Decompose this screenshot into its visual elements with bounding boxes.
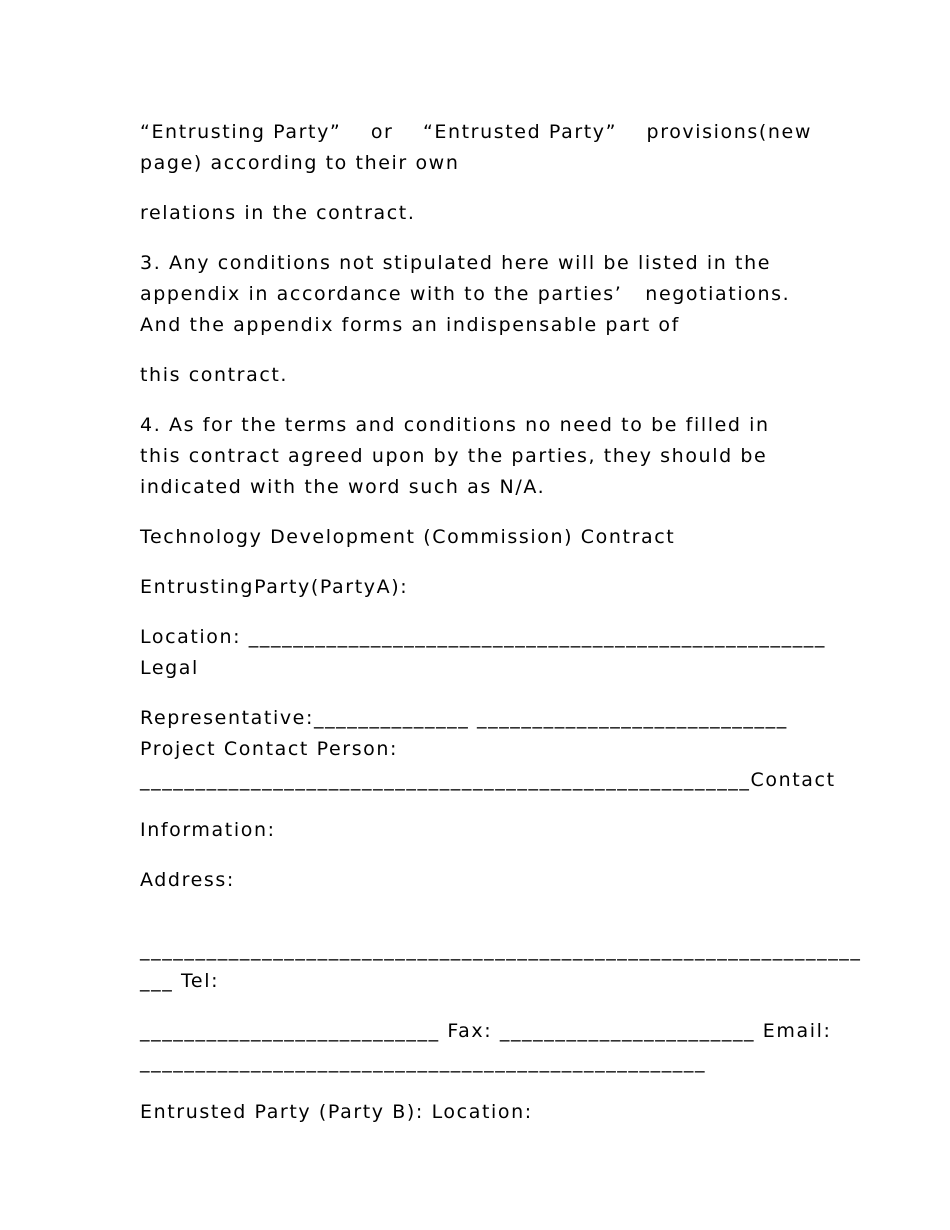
paragraph-line: And the appendix forms an indispensable part of bbox=[140, 314, 680, 336]
text-fragment: “Entrusting Party” bbox=[140, 121, 342, 143]
representative-field bbox=[140, 703, 836, 796]
tel-fax-email-field bbox=[140, 1016, 832, 1078]
paragraph-line: page) according to their own bbox=[140, 152, 460, 174]
paragraph-line: Address: bbox=[140, 869, 235, 891]
paragraph-clause-3 bbox=[140, 248, 812, 341]
paragraph-line: appendix in accordance with to the parties’ negotiations. bbox=[140, 283, 791, 305]
paragraph-line: indicated with the word such as N/A. bbox=[140, 476, 546, 498]
blank-line: _______________________________________________________ bbox=[140, 769, 751, 791]
text-fragment: provisions(new bbox=[646, 121, 812, 143]
information-label bbox=[140, 815, 812, 846]
party-a-heading bbox=[140, 572, 812, 603]
paragraph-line bbox=[140, 765, 836, 796]
paragraph-line: this contract. bbox=[140, 364, 289, 386]
text-fragment: “Entrusted Party” bbox=[422, 121, 618, 143]
paragraph-line: 3. Any conditions not stipulated here will be listed in the bbox=[140, 252, 772, 274]
paragraph-line: Information: bbox=[140, 819, 276, 841]
text-fragment: or bbox=[370, 121, 394, 143]
address-label bbox=[140, 865, 812, 896]
paragraph-line: ___________________________ Fax: _______________________ Email: bbox=[140, 1020, 832, 1042]
paragraph-line: ___________________________________________________ bbox=[140, 1051, 707, 1073]
address-tel-field bbox=[140, 935, 862, 997]
paragraph-line: Representative:______________ ____________________________ bbox=[140, 707, 788, 729]
paragraph-line: EntrustingParty(PartyA): bbox=[140, 576, 409, 598]
paragraph-line: this contract agreed upon by the parties, they should be bbox=[140, 445, 768, 467]
paragraph-line: ___ Tel: bbox=[140, 970, 220, 992]
paragraph-line: Technology Development (Commission) Contract bbox=[140, 526, 676, 548]
paragraph-line bbox=[140, 117, 812, 148]
paragraph-line: Legal bbox=[140, 657, 199, 679]
contract-title bbox=[140, 522, 812, 553]
party-b-heading bbox=[140, 1097, 812, 1128]
location-field bbox=[140, 622, 827, 684]
paragraph-line: Project Contact Person: bbox=[140, 738, 399, 760]
spacer bbox=[140, 915, 812, 935]
paragraph-line: relations in the contract. bbox=[140, 202, 416, 224]
paragraph-clause-4 bbox=[140, 410, 812, 503]
paragraph-relations bbox=[140, 198, 812, 229]
paragraph-line: Entrusted Party (Party B): Location: bbox=[140, 1101, 533, 1123]
paragraph-line: 4. As for the terms and conditions no need to be filled in bbox=[140, 414, 770, 436]
paragraph-line: Location: ____________________________________________________ bbox=[140, 626, 827, 648]
paragraph-line: _________________________________________________________________ bbox=[140, 939, 862, 961]
paragraph-party-provisions bbox=[140, 117, 812, 179]
paragraph-this-contract bbox=[140, 360, 812, 391]
document-page bbox=[140, 117, 862, 1147]
text-fragment: Contact bbox=[750, 769, 836, 791]
